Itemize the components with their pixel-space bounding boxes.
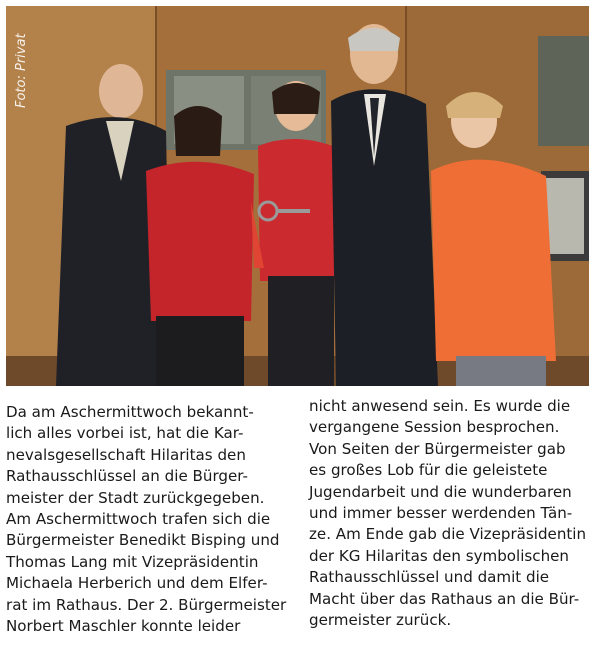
text-line: Rathausschlüssel und damit die (309, 568, 550, 587)
text-line: germeister zurück. (309, 611, 452, 630)
text-line: Bürgermeister Benedikt Bisping und (6, 531, 280, 550)
text-line: lich alles vorbei ist, hat die Kar- (6, 424, 244, 443)
text-line: Norbert Maschler konnte leider (6, 617, 241, 636)
text-line: meister der Stadt zurückgegeben. (6, 488, 265, 507)
article-column-right (309, 396, 594, 631)
photo-credit: Foto: Privat (14, 33, 29, 108)
text-line: Da am Aschermittwoch bekannt- (6, 403, 254, 421)
text-line: Macht über das Rathaus an die Bür- (309, 589, 580, 608)
text-line: Thomas Lang mit Vizepräsidentin (6, 552, 259, 571)
text-line: nevalsgesellschaft Hilaritas den (6, 445, 246, 464)
text-line: Michaela Herberich und dem Elfer- (6, 574, 268, 593)
text-line: und immer besser werdenden Tän- (309, 504, 573, 523)
text-line: es großes Lob für die geleistete (309, 461, 548, 480)
text-line: vergangene Session besprochen. (309, 418, 560, 437)
article-photo (6, 6, 589, 386)
text-line: Von Seiten der Bürgermeister gab (309, 439, 566, 458)
text-line: Rathausschlüssel an die Bürger- (6, 467, 248, 486)
text-line: nicht anwesend sein. Es wurde die (309, 397, 571, 415)
text-line: rat im Rathaus. Der 2. Bürgermeister (6, 595, 287, 614)
photo-scene (6, 6, 589, 386)
text-line: Jugendarbeit und die wunderbaren (309, 482, 572, 501)
text-line: ze. Am Ende gab die Vizepräsidentin (309, 525, 587, 544)
text-line: Am Aschermittwoch trafen sich die (6, 510, 271, 529)
article-body (6, 396, 592, 651)
article-column-left (6, 402, 296, 637)
text-line: der KG Hilaritas den symbolischen (309, 546, 569, 565)
